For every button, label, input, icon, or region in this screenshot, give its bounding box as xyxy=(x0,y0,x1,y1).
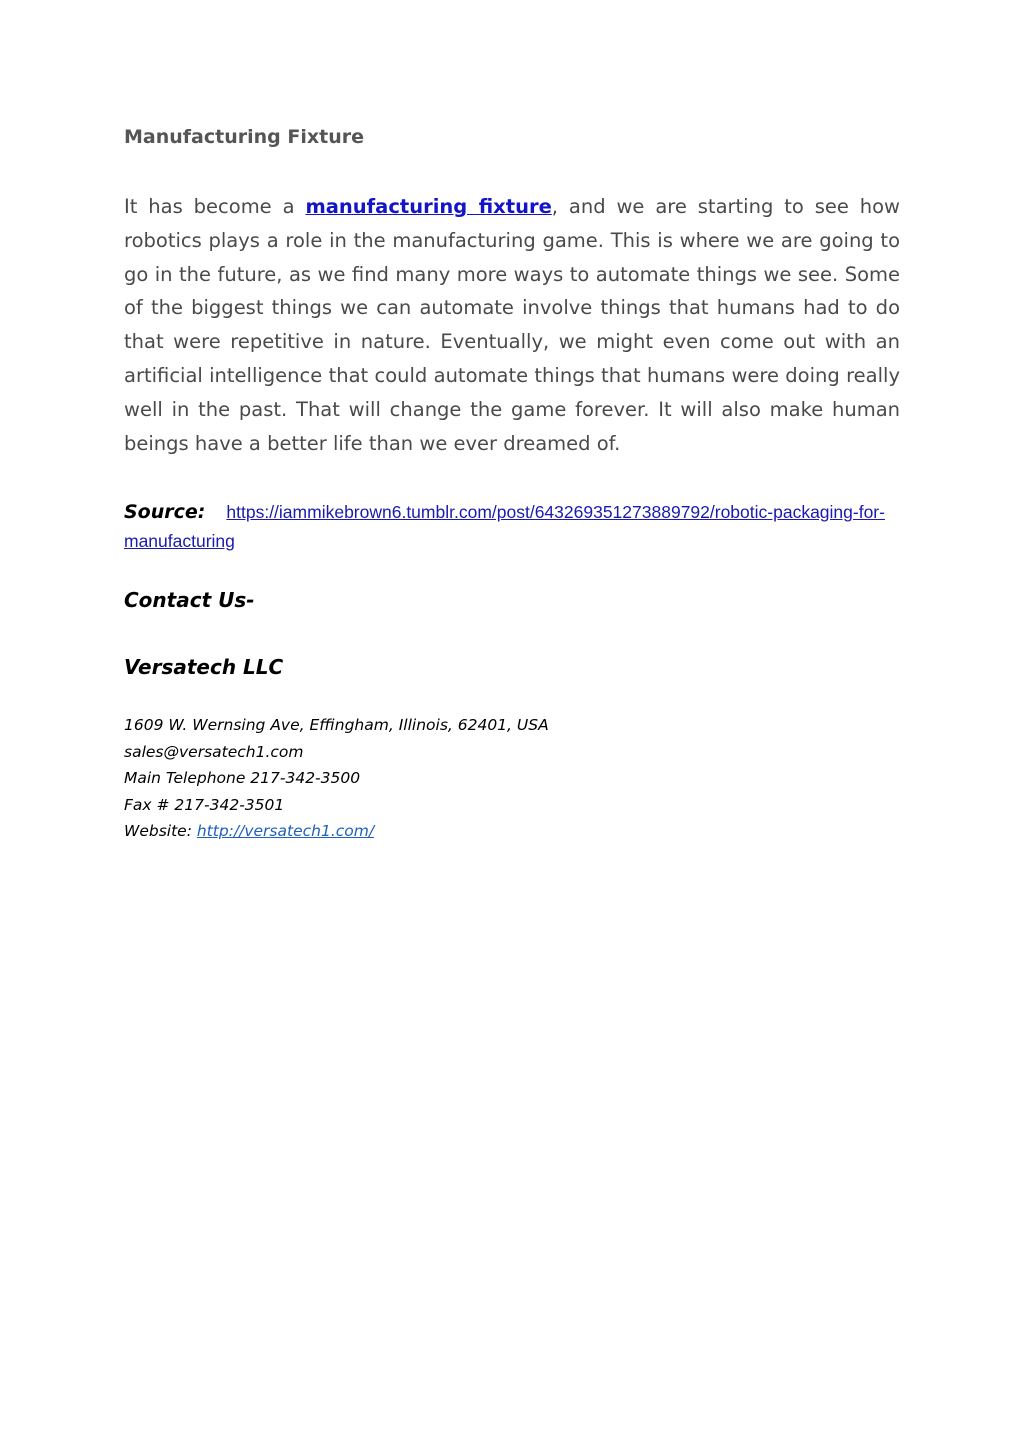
source-label: Source: xyxy=(124,501,206,523)
page-title: Manufacturing Fixture xyxy=(124,126,364,148)
fax-line: Fax # 217-342-3501 xyxy=(124,795,285,814)
email-line: sales@versatech1.com xyxy=(124,742,304,761)
website-link[interactable]: http://versatech1.com/ xyxy=(196,822,375,841)
paragraph-text-rest: , and we are starting to see how robotics plays a role in the manufacturing game. This is where we are going to go in the future, as we find many more ways to automate things we see. Some of the biggest things we can automate involve things that humans had to do that were repetitive in nature. Eventually, we might even come out with an artificial intelligence that could automate things that humans were doing really well in the past. That will change the game forever. It will also make human beings have a better life than we ever dreamed of. xyxy=(124,195,900,455)
contact-heading: Contact Us- xyxy=(124,588,255,612)
address-line: 1609 W. Wernsing Ave, Effingham, Illinois, 62401, USA xyxy=(124,716,549,734)
paragraph-text-start: It has become a xyxy=(124,195,306,218)
website-line xyxy=(124,818,549,845)
body-paragraph xyxy=(124,190,900,460)
contact-details xyxy=(124,712,549,845)
website-label: Website: xyxy=(124,822,197,841)
telephone-line: Main Telephone 217-342-3500 xyxy=(124,769,361,788)
manufacturing-fixture-link[interactable]: manufacturing fixture xyxy=(305,195,552,218)
company-name: Versatech LLC xyxy=(124,655,284,679)
source-link[interactable]: https://iammikebrown6.tumblr.com/post/643269351273889792/robotic-packaging-for-manufacturing xyxy=(124,502,885,551)
source-citation xyxy=(124,498,900,556)
